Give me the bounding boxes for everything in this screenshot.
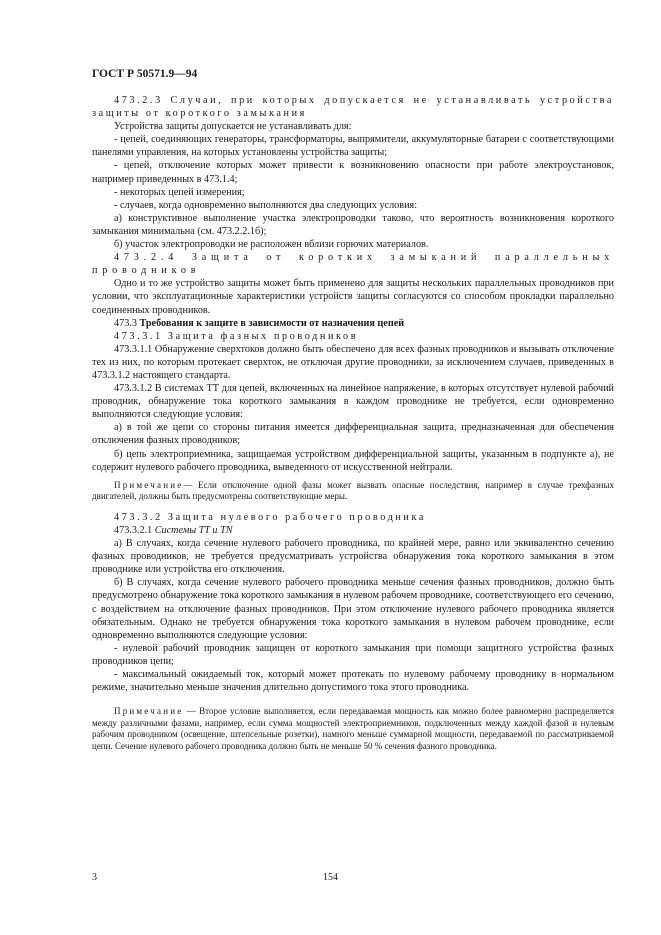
section-473-3-heading [92,317,614,330]
list-item: - максимальный ожидаемый ток, который может протекать по нулевому рабочему проводнику в нормальном режиме, значительно меньше значения длительно допустимого тока этого проводника. [92,669,614,694]
document-body [92,94,614,753]
section-473-3-1-title: 473.3.1 Защита фазных проводников [114,330,359,342]
paragraph-473-3-1-2: 473.3.1.2 В системах ТТ для цепей, включенных на линейное напряжение, в которых отсутствует нулевой рабочий проводник, обнаружение тока короткого замыкания в каждом проводнике не требуется, если одновременно выполняются следующие условия: [92,383,614,421]
section-473-3-2-title: 473.3.2 Защита нулевого рабочего проводника [114,511,427,523]
list-item: а) в той же цепи со стороны питания имеется дифференциальная защита, предназначенная для обеспечения отключения фазных проводников; [92,422,614,447]
list-item: - случаев, когда одновременно выполняются два следующих условия: [114,199,418,211]
section-473-3-2-1-number: 473.3.2.1 [114,525,153,536]
list-item: - цепей, отключение которых может привести к возникновению опасности при работе электроустановок, например приведенных в 473.1.4; [92,160,614,185]
paragraph-473-3-2-1-b: б) В случаях, когда сечение нулевого рабочего проводника меньше сечения фазных проводников, должно быть предусмотрено обнаружение тока короткого замыкания в нулевом рабочем проводнике, соответствующего его сечению, с воздействием на отключение фазных проводников. При этом отключение нулевого рабочего проводника является обязательным. Однако не требуется обнаружения тока короткого замыкания в нулевом рабочем проводнике, если одновременно выполняются следующие условия: [92,577,614,641]
note-1-label: Примечание [114,479,184,490]
paragraph-473-3-1-1: 473.3.1.1 Обнаружение сверхтоков должно быть обеспечено для всех фазных проводников и вызывать отключение тех из них, по которым протекает сверхток, не отключая другие проводники, за исключением случаев, приведенных в 473.3.1.2 настоящего стандарта. [92,343,614,381]
list-item: - цепей, соединяющих генераторы, трансформаторы, выпрямители, аккумуляторные батареи с соответствующими панелями управления, на которых установлены устройства защиты; [92,134,614,159]
section-473-2-4-text: Одно и то же устройство защиты может быть применено для защиты нескольких параллельных проводников при условии, что эксплуатационные характеристики устройств защиты согласуются со способом прокладки параллельно соединенных проводников. [92,278,614,316]
note-1-text: — Если отключение одной фазы может вызвать опасные последствия, например в случае трехфазных двигателей, должны быть предусмотрены соответствующие меры. [92,479,614,502]
section-473-2-3-intro: Устройства защиты допускается не устанавливать для: [114,121,352,133]
section-473-3-2-1-title: Системы TT и TN [154,525,233,536]
list-item: б) цепь электроприемника, защищаемая устройством дифференциальной защиты, указанным в подпункте а), не содержит нулевого рабочего проводника, выведенного от искусственной нейтрали. [92,448,614,473]
section-473-2-4-title: 473.2.4 Защита от коротких замыканий параллельных проводников [92,252,614,277]
note-2-text: — Второе условие выполняется, если передаваемая мощность как можно более равномерно распределяется между различными фазами, например, если сумма мощностей электроприемников, подключенных между каждой фазой и нулевым рабочим проводником (освещение, штепсельные розетки), намного меньше суммарной мощности, передаваемой по рассматриваемой цепи. Сечение нулевого рабочего проводника должно быть не меньше 50 % сечения фазного проводника. [92,706,614,751]
list-item: - некоторых цепей измерения; [114,186,245,198]
note-1 [92,480,614,503]
note-2 [92,706,614,752]
document-id: ГОСТ Р 50571.9—94 [92,68,198,80]
list-item: б) участок электропроводки не расположен вблизи горючих материалов. [114,239,429,251]
paragraph-473-3-2-1-a: а) В случаях, когда сечение нулевого рабочего проводника, по крайней мере, равно или эквивалентно сечению фазных проводников, не требуется предусматривать устройства обнаружения тока короткого замыкания в этом проводнике или устройства его отключения. [92,538,614,576]
note-2-label: Примечание [114,706,184,717]
page-number: 154 [323,872,338,883]
list-item: - нулевой рабочий проводник защищен от короткого замыкания при помощи защитного устройства фазных проводников цепи; [92,642,614,667]
list-item: а) конструктивное выполнение участка электропроводки таково, что вероятность возникновения короткого замыкания минимальна (см. 473.2.2.1б); [92,212,614,237]
section-473-3-2-1-heading [92,524,614,537]
section-473-3-number: 473.3 [114,317,137,329]
section-473-3-title: Требования к защите в зависимости от назначения цепей [139,317,405,329]
footer-left-number: 3 [92,872,97,883]
section-473-2-3-title: 473.2.3 Случаи, при которых допускается не устанавливать устройства защиты от короткого замыкания [92,95,614,120]
